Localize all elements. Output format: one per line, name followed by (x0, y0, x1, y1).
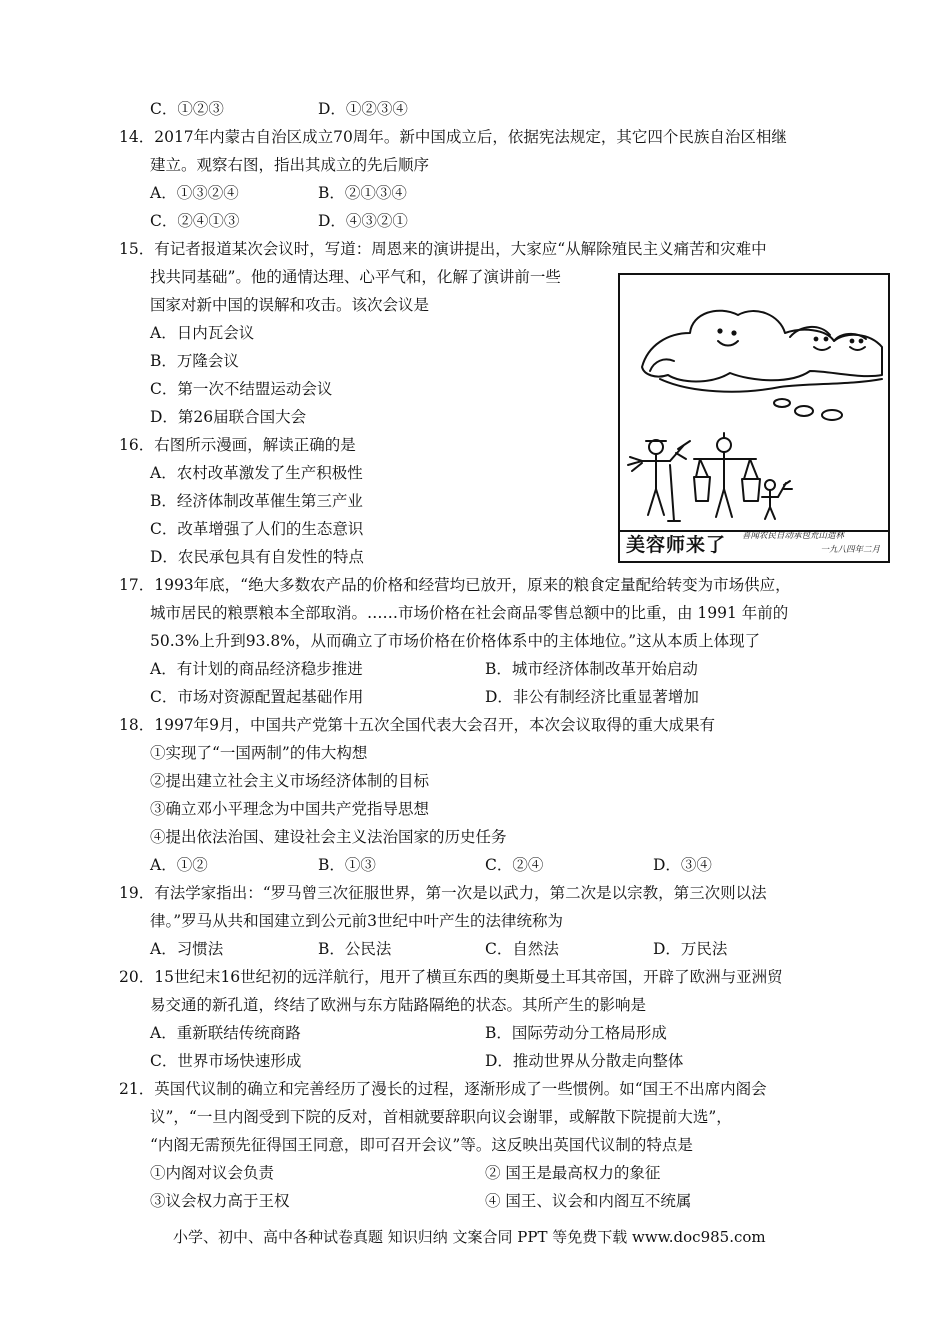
q18-statement-4: ④提出依法治国、建设社会主义法治国家的历史任务 (150, 828, 507, 846)
q15-stem-cont: 找共同基础”。他的通情达理、心平气和，化解了演讲前一些 (150, 268, 561, 286)
q14-option-c: C．②④①③ (150, 212, 240, 230)
q17-stem-cont2: 50.3%上升到93.8%，从而确立了市场价格在价格体系中的主体地位。”这从本质上体现了 (150, 632, 761, 650)
q13-option-d: D．①②③④ (318, 100, 408, 118)
q18-stem: 18．1997年9月，中国共产党第十五次全国代表大会召开，本次会议取得的重大成果有 (119, 716, 716, 734)
q14-option-d: D．④③②① (318, 212, 408, 230)
q19-option-b: B．公民法 (318, 940, 392, 958)
cartoon-drawing (620, 275, 888, 561)
q17-option-c: C．市场对资源配置起基础作用 (150, 688, 364, 706)
q18-option-c: C．②④ (485, 856, 544, 874)
q19-option-a: A．习惯法 (150, 940, 224, 958)
q20-stem: 20．15世纪末16世纪初的远洋航行，甩开了横亘东西的奥斯曼土耳其帝国，开辟了欧洲与亚洲贸 (119, 968, 783, 986)
q17-option-a: A．有计划的商品经济稳步推进 (150, 660, 363, 678)
q14-option-a: A．①③②④ (150, 184, 239, 202)
q17-stem-cont: 城市居民的粮票粮本全部取消。……市场价格在社会商品零售总额中的比重，由 1991 年前的 (150, 604, 789, 622)
q21-statement-3: ③议会权力高于王权 (150, 1192, 290, 1210)
q15-option-d: D．第26届联合国大会 (150, 408, 307, 426)
page-footer: 小学、初中、高中各种试卷真题 知识归纳 文案合同 PPT 等免费下载 www.doc985.com (173, 1228, 766, 1246)
q18-statement-2: ②提出建立社会主义市场经济体制的目标 (150, 772, 430, 790)
q15-option-c: C．第一次不结盟运动会议 (150, 380, 333, 398)
q18-option-a: A．①② (150, 856, 208, 874)
q19-option-c: C．自然法 (485, 940, 559, 958)
q18-statement-1: ①实现了“一国两制”的伟大构想 (150, 744, 368, 762)
q21-statement-4: ④ 国王、议会和内阁互不统属 (485, 1192, 692, 1210)
q21-statement-2: ② 国王是最高权力的象征 (485, 1164, 661, 1182)
q19-stem-cont: 律。”罗马从共和国建立到公元前3世纪中叶产生的法律统称为 (150, 912, 564, 930)
q16-option-b: B．经济体制改革催生第三产业 (150, 492, 363, 510)
q15-option-b: B．万隆会议 (150, 352, 239, 370)
q18-option-b: B．①③ (318, 856, 376, 874)
q14-stem: 14．2017年内蒙古自治区成立70周年。新中国成立后，依据宪法规定，其它四个民族自治区相继 (119, 128, 787, 146)
cartoon-figure (618, 273, 890, 563)
q21-stem-cont: 议”，“一旦内阁受到下院的反对，首相就要辞职向议会谢罪，或解散下院提前大选”， (150, 1108, 732, 1126)
q17-option-d: D．非公有制经济比重显著增加 (485, 688, 699, 706)
q13-option-c: C．①②③ (150, 100, 224, 118)
q20-option-d: D．推动世界从分散走向整体 (485, 1052, 684, 1070)
cartoon-date: 一九八四年二月 (820, 545, 880, 555)
q17-option-b: B．城市经济体制改革开始启动 (485, 660, 698, 678)
q14-stem-cont: 建立。观察右图，指出其成立的先后顺序 (150, 156, 430, 174)
q21-stem: 21．英国代议制的确立和完善经历了漫长的过程，逐渐形成了一些惯例。如“国王不出席内阁会 (119, 1080, 767, 1098)
q18-statement-3: ③确立邓小平理念为中国共产党指导思想 (150, 800, 430, 818)
q17-stem: 17．1993年底，“绝大多数农产品的价格和经营均已放开，原来的粮食定量配给转变为市场供应， (119, 576, 791, 594)
q15-stem: 15．有记者报道某次会议时，写道：周恩来的演讲提出，大家应“从解除殖民主义痛苦和灾难中 (119, 240, 767, 258)
q20-stem-cont: 易交通的新孔道，终结了欧洲与东方陆路隔绝的状态。其所产生的影响是 (150, 996, 647, 1014)
q20-option-b: B．国际劳动分工格局形成 (485, 1024, 667, 1042)
q19-stem: 19．有法学家指出：“罗马曾三次征服世界，第一次是以武力，第二次是以宗教，第三次则以法 (119, 884, 767, 902)
q16-option-a: A．农村改革激发了生产积极性 (150, 464, 363, 482)
cartoon-title: 美容师来了 (626, 534, 727, 556)
q20-option-c: C．世界市场快速形成 (150, 1052, 302, 1070)
q21-stem-cont2: “内阁无需预先征得国王同意，即可召开会议”等。这反映出英国代议制的特点是 (150, 1136, 693, 1154)
q16-stem: 16．右图所示漫画，解读正确的是 (119, 436, 356, 454)
q19-option-d: D．万民法 (653, 940, 728, 958)
q14-option-b: B．②①③④ (318, 184, 407, 202)
q15-option-a: A．日内瓦会议 (150, 324, 255, 342)
q21-statement-1: ①内阁对议会负责 (150, 1164, 275, 1182)
cartoon-subtitle: 喜闻农民自动承包荒山造林 (742, 531, 845, 541)
q20-option-a: A．重新联结传统商路 (150, 1024, 301, 1042)
q15-stem-cont2: 国家对新中国的误解和攻击。该次会议是 (150, 296, 430, 314)
q18-option-d: D．③④ (653, 856, 712, 874)
q16-option-c: C．改革增强了人们的生态意识 (150, 520, 364, 538)
q16-option-d: D．农民承包具有自发性的特点 (150, 548, 364, 566)
